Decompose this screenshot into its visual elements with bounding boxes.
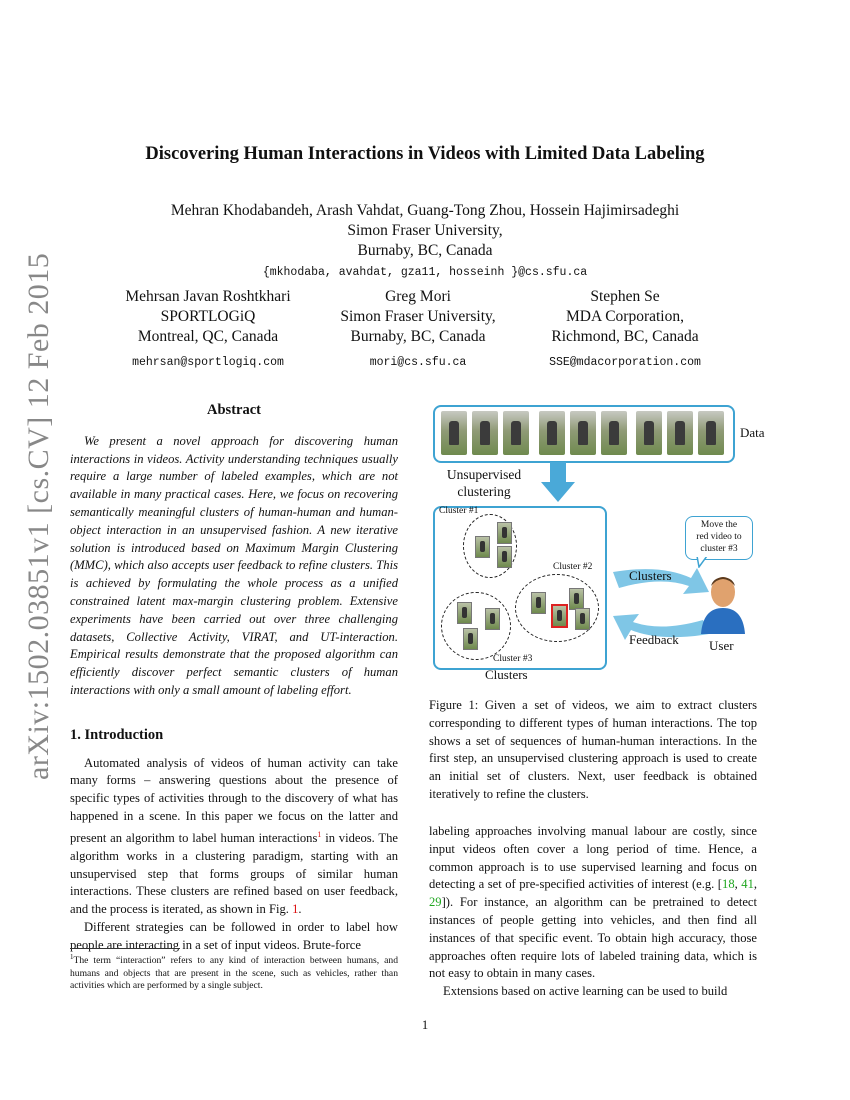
video-thumbnail	[497, 522, 512, 544]
cluster-1-label: Cluster #1	[439, 506, 479, 516]
left-column	[70, 402, 398, 955]
user-icon	[699, 572, 747, 634]
data-strip	[433, 405, 735, 463]
data-label: Data	[740, 425, 765, 440]
paper-title: Discovering Human Interactions in Videos with Limited Data Labeling	[145, 144, 705, 164]
author-email: mori@cs.sfu.ca	[369, 356, 467, 369]
unsupervised-label-line: clustering	[457, 484, 511, 499]
author-name: Greg Mori	[385, 288, 451, 305]
video-thumbnail	[575, 608, 590, 630]
video-thumbnail	[698, 411, 724, 455]
citation-link[interactable]: 18	[722, 877, 735, 892]
author-name: Stephen Se	[590, 288, 660, 305]
author-location: Burnaby, BC, Canada	[357, 242, 493, 259]
footnote	[70, 951, 398, 993]
clusters-arrow-label: Clusters	[629, 568, 672, 583]
page-number: 1	[421, 1018, 429, 1032]
author-block-3	[505, 287, 745, 373]
body-text: labeling approaches involving manual labour are costly, since input videos often cover a long period of time. Hence, a common approach is to use supervised learning and focus on detecting a set of pre-specified activities of interest (e.g. [	[429, 824, 757, 892]
video-thumbnail	[497, 546, 512, 568]
feedback-arrow-label: Feedback	[629, 632, 679, 647]
video-thumbnail	[475, 536, 490, 558]
cluster-3-label: Cluster #3	[493, 654, 533, 664]
body-text: ]). For instance, an algorithm can be pretrained to detect instances of people getting into vehicles, and then find all instances of that specific event. To obtain high accuracy, those approaches often require lots of labeled training data, which is not easy to obtain in many cases.	[429, 895, 757, 981]
citation-link[interactable]: 41	[741, 877, 754, 892]
down-arrow	[541, 462, 575, 502]
abstract-heading: Abstract	[207, 402, 261, 418]
citation-link[interactable]: 29	[429, 895, 442, 910]
intro-heading: 1. Introduction	[70, 726, 164, 743]
video-thumbnail	[463, 628, 478, 650]
video-thumbnail	[636, 411, 662, 455]
author-name: Mehrsan Javan Roshtkhari	[125, 288, 291, 305]
author-names: Mehran Khodabandeh, Arash Vahdat, Guang-Tong Zhou, Hossein Hajimirsadeghi	[170, 202, 680, 219]
intro-paragraph-2: Different strategies can be followed in order to label how people are interacting in a set of input videos. Brute-force	[70, 919, 398, 952]
right-paragraph-2: Extensions based on active learning can be used to build	[443, 984, 728, 999]
right-column	[429, 823, 757, 1001]
video-thumbnail	[569, 588, 584, 610]
footnote-number: 1	[70, 953, 74, 961]
author-emails: {mkhodaba, avahdat, gza11, hosseinh }@cs.sfu.ca	[262, 266, 588, 279]
intro-text: Automated analysis of videos of human activity can take many forms – answering questions about the presence of specific types of activities through to the discovery of what has happened in a scene. In this paper we focus on the latter and present an algorithm to label human interactions	[70, 755, 398, 845]
author-email: mehrsan@sportlogiq.com	[132, 356, 284, 369]
unsupervised-label-line: Unsupervised	[446, 467, 522, 482]
figure-caption: Figure 1: Given a set of videos, we aim to extract clusters corresponding to different types of human interactions. The top shows a set of sequences of human-human interactions. In the first step, an unsupervised clustering approach is used to create an initial set of clusters. Next, user feedback is obtained iteratively to refine the clusters.	[429, 698, 757, 801]
video-thumbnail	[441, 411, 467, 455]
author-location: Burnaby, BC, Canada	[350, 328, 486, 345]
video-thumbnail	[472, 411, 498, 455]
author-email: SSE@mdacorporation.com	[549, 356, 701, 369]
body-text: ,	[734, 877, 742, 892]
abstract-text: We present a novel approach for discovering human interactions in videos. Activity understanding techniques usually require a large number of labeled examples, which are not available in many practical cases. Here, we focus on recovering semantically meaningful clusters of human-human and human-object interaction in an unsupervised fashion. A new iterative solution is introduced based on Maximum Margin Clustering (MMC), which also accepts user feedback to refine clusters. This is achieved by formulating the whole process as a unified constrained latent max-margin clustering problem. Extensive experiments have been carried out over three challenging datasets, Collective Activity, VIRAT, and UT-interaction. Empirical results demonstrate that the proposed algorithm can efficiently discover perfect semantic clusters of human interactions with only a small amount of labeling effort.	[70, 433, 398, 697]
cluster-2-label: Cluster #2	[553, 562, 593, 572]
clusters-box-label: Clusters	[485, 667, 528, 682]
video-thumbnail	[667, 411, 693, 455]
user-label: User	[709, 638, 734, 653]
author-location: Richmond, BC, Canada	[551, 328, 699, 345]
bubble-line: cluster #3	[700, 544, 738, 554]
figure-ref-link[interactable]: 1	[292, 902, 299, 917]
figure-1	[433, 400, 773, 695]
footnote-rule	[70, 948, 180, 949]
video-thumbnail	[539, 411, 565, 455]
right-paragraph-1	[429, 823, 757, 983]
author-block-2	[298, 287, 538, 373]
video-thumbnail	[531, 592, 546, 614]
bubble-tail	[695, 556, 709, 568]
body-text: ,	[753, 877, 758, 892]
author-org: MDA Corporation,	[566, 308, 684, 325]
clusters-box	[433, 506, 607, 670]
video-thumbnail	[457, 602, 472, 624]
intro-text: in videos. The algorithm works in a clustering paradigm, starting with an unsupervised step that forms groups of similar human interactions. These clusters are refined based on user feedback, and the process is iterated, as shown in Fig.	[70, 830, 398, 917]
video-thumbnail	[485, 608, 500, 630]
author-block-1	[88, 287, 328, 373]
video-thumbnail	[601, 411, 627, 455]
video-thumbnail	[503, 411, 529, 455]
intro-paragraph-1	[70, 755, 398, 919]
author-org: Simon Fraser University,	[340, 308, 496, 325]
feedback-bubble	[685, 516, 753, 560]
bubble-line: Move the	[700, 520, 738, 530]
author-org: SPORTLOGiQ	[160, 308, 256, 325]
intro-text: .	[298, 902, 302, 917]
arxiv-stamp: arXiv:1502.03851v1 [cs.CV] 12 Feb 2015	[22, 252, 55, 780]
footnote-text: The term “interaction” refers to any kind of interaction between humans, and humans and objects that are present in the scene, such as vehicles, rather than activities which are performed by a single subject.	[70, 955, 398, 992]
author-affiliation: Simon Fraser University,	[347, 222, 503, 239]
unsupervised-label	[439, 466, 529, 500]
bubble-line: red video to	[696, 532, 742, 542]
highlighted-video-thumbnail	[551, 604, 568, 628]
video-thumbnail	[570, 411, 596, 455]
author-location: Montreal, QC, Canada	[137, 328, 279, 345]
footnote-marker[interactable]: 1	[317, 829, 322, 839]
